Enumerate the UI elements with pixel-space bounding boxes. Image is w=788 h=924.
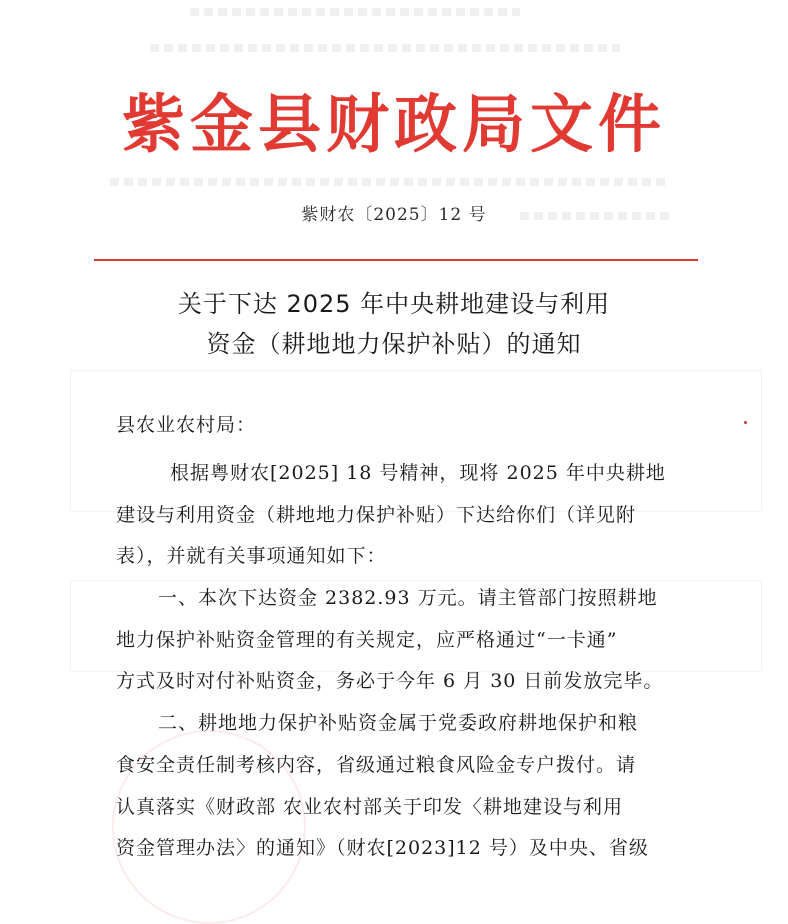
document-header-title: 紫金县财政局文件 — [122, 87, 666, 161]
addressee: 县农业农村局： — [116, 414, 257, 436]
body-line: 方式及时对付补贴资金，务必于今年 6 月 30 日前发放完毕。 — [116, 670, 664, 692]
bleed-through-mark — [150, 44, 620, 52]
body-line: 二、耕地地力保护补贴资金属于党委政府耕地保护和粮 — [158, 712, 639, 734]
body-line: 食安全责任制考核内容，省级通过粮食风险金专户拨付。请 — [116, 754, 637, 776]
bleed-through-table — [70, 370, 762, 512]
faint-seal-stamp — [112, 730, 306, 924]
red-divider-line — [94, 259, 698, 261]
body-line: 地力保护补贴资金管理的有关规定，应严格通过“一卡通” — [116, 629, 618, 651]
body-line: 认真落实《财政部 农业农村部关于印发〈耕地建设与利用 — [116, 796, 624, 818]
body-line: 资金管理办法〉的通知》（财农[2023]12 号）及中央、省级 — [116, 837, 649, 859]
body-line: 一、本次下达资金 2382.93 万元。请主管部门按照耕地 — [158, 587, 658, 609]
red-ink-dot — [744, 421, 747, 424]
notice-title-line-1: 关于下达 2025 年中央耕地建设与利用 — [177, 290, 611, 318]
body-line: 根据粤财农[2025] 18 号精神，现将 2025 年中央耕地 — [170, 462, 666, 484]
body-line: 建设与利用资金（耕地地力保护补贴）下达给你们（详见附 — [116, 504, 637, 526]
bleed-through-mark — [110, 178, 670, 186]
body-line: 表），并就有关事项通知如下： — [116, 545, 387, 567]
document-number: 紫财农〔2025〕12 号 — [301, 205, 487, 225]
bleed-through-mark — [190, 8, 520, 16]
notice-title-line-2: 资金（耕地地力保护补贴）的通知 — [206, 330, 582, 358]
